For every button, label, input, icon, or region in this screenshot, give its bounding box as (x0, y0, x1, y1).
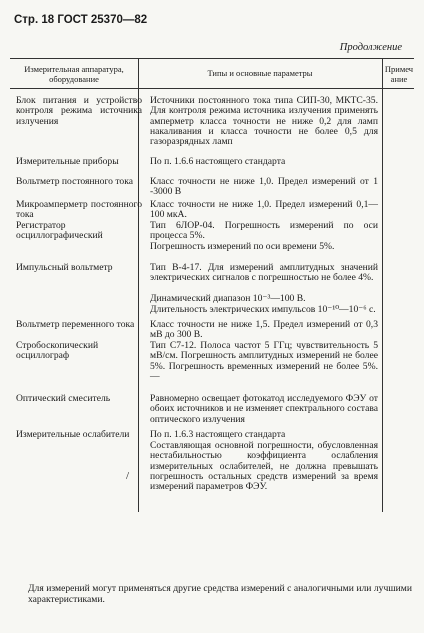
params-cell: Тип С7-12. Полоса частот 5 ГГц; чувствительность 5 мВ/см. Погрешность амплитудных измерений не более 5%. Погрешность временных измерений не более 5%. — (150, 340, 378, 382)
page-header: Стр. 18 ГОСТ 25370—82 (14, 14, 148, 26)
col-header-params: Типы и основные параметры (207, 68, 313, 78)
params-cell: Тип 6ЛОР-04. Погрешность измерений по оси процесса 5%. (150, 220, 378, 242)
params-cell: Источники постоянного тока типа СИП-30, МКТС-35. Для контроля режима источника излучения применять амперметр класса точности не ниже 0,2 для ламп накаливания и класса точности не более 0,5 для газоразрядных ламп (150, 95, 378, 148)
equipment-cell: Измерительные ослабители (16, 429, 130, 440)
col-header-note: Примечание (384, 64, 414, 84)
equipment-cell: Оптический смеситель (16, 393, 111, 404)
params-cell: Погрешность измерений по оси времени 5%. (150, 241, 335, 252)
col-header-equipment: Измерительная аппаратура, оборудование (24, 64, 124, 84)
table-top-rule (10, 58, 414, 59)
params-cell: Класс точности не ниже 1,5. Предел измерений от 0,3 мВ до 300 В. (150, 319, 378, 341)
table-header-rule (10, 88, 414, 89)
params-cell: По п. 1.6.3 настоящего стандарта (150, 429, 286, 440)
equipment-cell: Измерительные приборы (16, 156, 119, 167)
equipment-cell: Микроамперметр постоянного тока (16, 199, 142, 221)
handwritten-slash-mark: / (126, 470, 130, 482)
equipment-cell: Стробоскопический осциллограф (16, 340, 99, 362)
equipment-table (10, 58, 414, 512)
params-cell: Составляющая основной погрешности, обусловленная нестабильностью коэффициента ослабления измерительных ослабителей, не должна превышать погрешность остальных средств измерений за время измерений параметров ФЭУ. (150, 440, 378, 493)
equipment-cell: Блок питания и устройство контроля режима источника излучения (16, 95, 142, 127)
column-divider-2 (382, 58, 383, 512)
params-cell: По п. 1.6.6 настоящего стандарта (150, 156, 286, 167)
params-cell: Класс точности не ниже 1,0. Предел измерений от 1 -3000 В (150, 176, 378, 198)
equipment-cell: Импульсный вольтметр (16, 262, 113, 273)
params-cell: Динамический диапазон 10⁻³—100 В. (150, 293, 306, 304)
equipment-cell: Вольтметр постоянного тока (16, 176, 134, 187)
params-cell: Длительность электрических импульсов 10⁻¹⁰—10⁻⁶ с. (150, 304, 376, 315)
params-cell: Тип В-4-17. Для измерений амплитудных значений электрических сигналов с погрешностью не более 4%. (150, 262, 378, 284)
continued-label: Продолжение (339, 42, 402, 53)
equipment-cell: Регистратор осциллографический (16, 220, 103, 242)
params-cell: Класс точности не ниже 1,0. Предел измерений 0,1—100 мкА. (150, 199, 378, 221)
params-cell: Равномерно освещает фотокатод исследуемого ФЭУ от обоих источников и не изменяет спектрального состава оптического излучения (150, 393, 378, 425)
footnote: Для измерений могут применяться другие средства измерений с аналогичными или лучшими характеристиками. (28, 583, 412, 605)
equipment-cell: Вольтметр переменного тока (16, 319, 135, 330)
